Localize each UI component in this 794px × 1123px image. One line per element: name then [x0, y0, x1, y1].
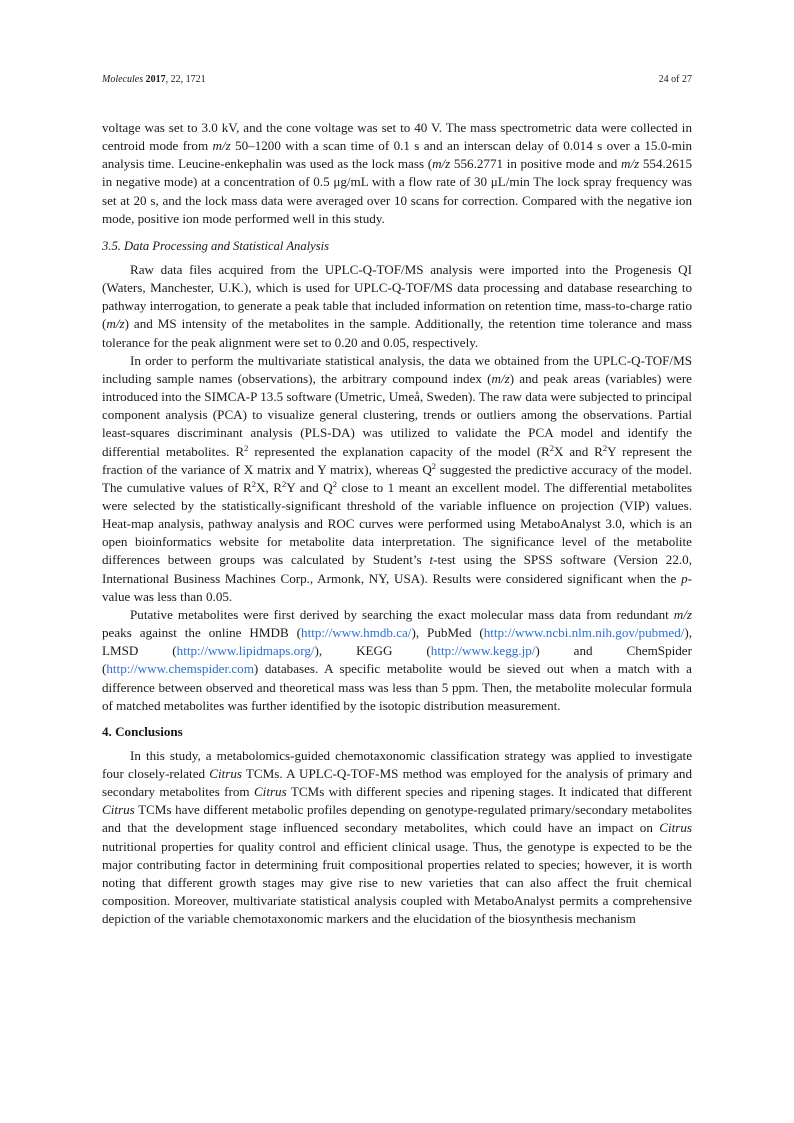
link-lmsd[interactable]: http://www.lipidmaps.org/: [176, 643, 315, 659]
paragraph-multivariate-analysis: In order to perform the multivariate statistical analysis, the data we obtained from the UPLC-Q-TOF/MS including sample names (observations), the arbitrary compound index (m/z) and peak areas (variables) were introduced into the SIMCA-P 13.5 software (Umetric, Umeå, Sweden). The raw data were subjected to principal component analysis (PCA) to visualize general clustering, trends or outliers among the observations. Partial least-squares discriminant analysis (PLS-DA) was utilized to validate the PCA model and identify the differential metabolites. $R^2$ represented the explanation capacity of the model ($R^2X$ and $R^2Y$ represent the fraction of the variance of X matrix and Y matrix), whereas $Q^2$ suggested the predictive accuracy of the model. The cumulative values of $R^2X$, $R^2Y$ and $Q^2$ close to 1 meant an excellent model. The differential metabolites were selected by the statistically-significant threshold of the variable influence on projection (VIP) values. Heat-map analysis, pathway analysis and ROC curves were performed using MetaboAnalyst 3.0, which is an open bioinformatics website for metabolite data interpretation. The significance level of the metabolite differences between groups was calculated by Student’s t-test using the SPSS software (Version 22.0, International Business Machines Corp., Armonk, NY, USA). Results were considered significant when the p-value was less than 0.05.: [102, 352, 692, 604]
running-header: [102, 73, 692, 87]
journal-volume: , 22, 1721: [165, 74, 206, 85]
journal-name: Molecules: [102, 74, 144, 85]
paragraph-raw-data: Raw data files acquired from the UPLC-Q-TOF/MS analysis were imported into the Progenesis QI (Waters, Manchester, U.K.), which is used for UPLC-Q-TOF/MS data processing and database researching to pathway interrogation, to generate a peak table that included information on retention time, mass-to-charge ratio (m/z) and MS intensity of the metabolites in the sample. Additionally, the retention time tolerance and mass tolerance for the peak alignment were set to 0.20 and 0.05, respectively.: [102, 261, 692, 350]
page-body: [102, 119, 692, 928]
section-heading-conclusions: 4. Conclusions: [102, 723, 183, 739]
link-pubmed[interactable]: http://www.ncbi.nlm.nih.gov/pubmed/: [483, 625, 685, 641]
page-number: 24 of 27: [658, 74, 692, 85]
paragraph-ms-settings: voltage was set to 3.0 kV, and the cone voltage was set to 40 V. The mass spectrometric data were collected in centroid mode from m/z 50–1200 with a scan time of 0.1 s and an interscan delay of 0.014 s over a 15.0-min analysis time. Leucine-enkephalin was used as the lock mass (m/z 556.2771 in positive mode and m/z 554.2615 in negative mode) at a concentration of 0.5 μg/mL with a flow rate of 30 μL/min The lock spray frequency was set at 20 s, and the lock mass data were averaged over 10 scans for correction. Compared with the negative ion mode, positive ion mode performed well in this study.: [102, 120, 693, 226]
subsection-heading-3-5: 3.5. Data Processing and Statistical Analysis: [102, 238, 330, 253]
link-kegg[interactable]: http://www.kegg.jp/: [430, 643, 536, 659]
paragraph-putative-metabolites: Putative metabolites were first derived by searching the exact molecular mass data from redundant m/z peaks against the online HMDB (http://www.hmdb.ca/), PubMed (http://www.ncbi.nlm.nih.gov/pubmed/), LMSD (http://www.lipidmaps.org/), KEGG (http://www.kegg.jp/) and ChemSpider (http://www.chemspider.com) databases. A specific metabolite would be sieved out when a match with a difference between observed and theoretical mass was less than 5 ppm. Then, the metabolite molecular formula of matched metabolites was further identified by the isotopic distribution measurement.: [102, 606, 693, 713]
journal-year: 2017: [145, 74, 166, 85]
paragraph-conclusions: In this study, a metabolomics-guided chemotaxonomic classification strategy was applied to investigate four closely-related Citrus TCMs. A UPLC-Q-TOF-MS method was employed for the analysis of primary and secondary metabolites from Citrus TCMs with different species and ripening stages. It indicated that different Citrus TCMs have different metabolic profiles depending on genotype-regulated primary/secondary metabolites and that the development stage influenced secondary metabolites, which could have an impact on Citrus nutritional properties for quality control and efficient clinical usage. Thus, the genotype is expected to be the major contributing factor in determining fruit compositional properties related to species; however, it is worth noting that different growth stages may give rise to new varieties that can also affect the fruit chemical composition. Moreover, multivariate statistical analysis coupled with MetaboAnalyst permits a comprehensive depiction of the variable chemotaxonomic markers and the elucidation of the biosynthesis mechanism: [102, 747, 692, 927]
link-hmdb[interactable]: http://www.hmdb.ca/: [301, 625, 412, 641]
journal-citation: [102, 73, 206, 87]
link-chemspider[interactable]: http://www.chemspider.com: [106, 661, 254, 677]
